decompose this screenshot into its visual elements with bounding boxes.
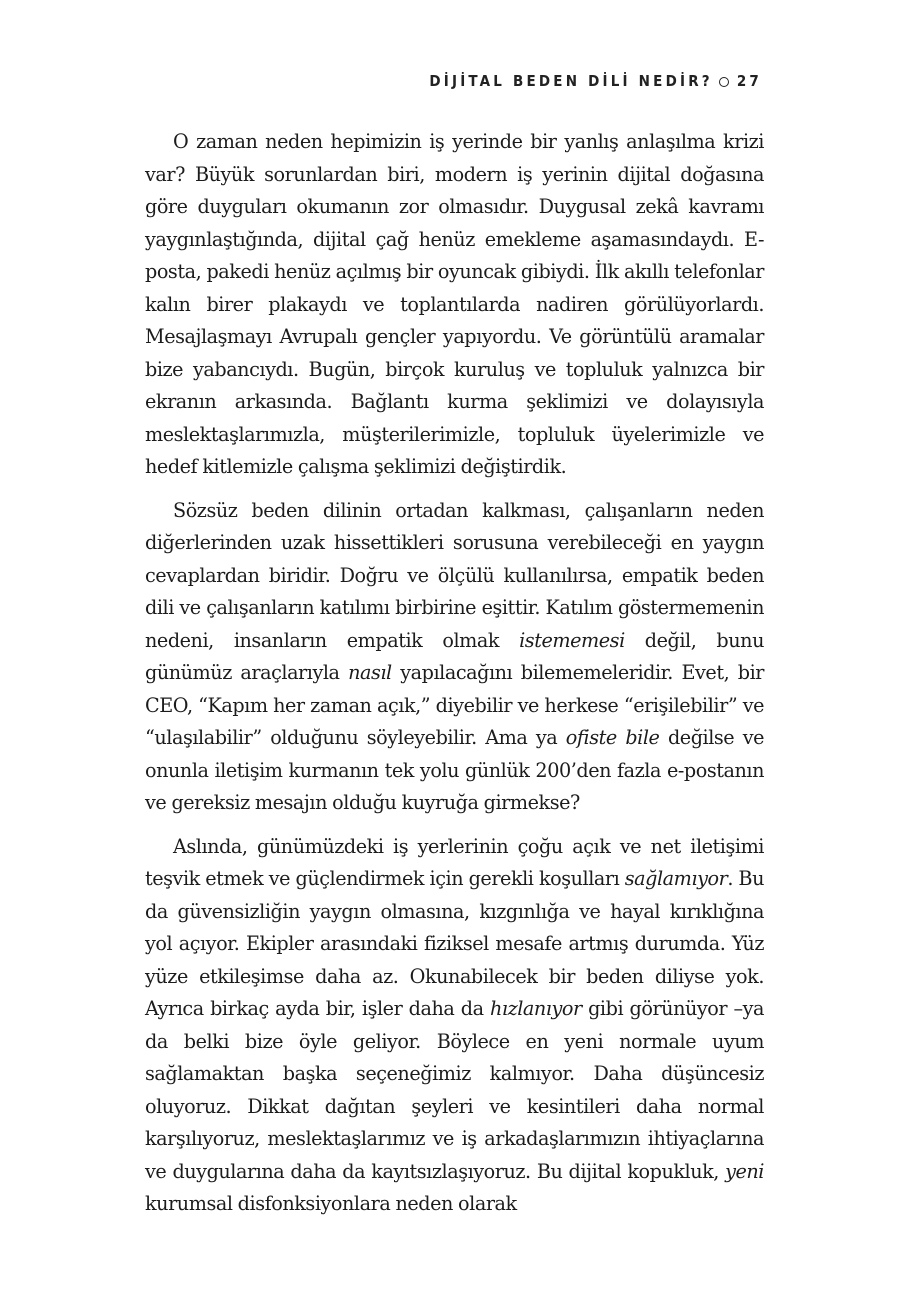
text-segment: gibi görünüyor –ya da belki bize öyle geliyor. Böylece en yeni normale uyum sağlamaktan başka seçeneğimiz kalmıyor. Daha düşüncesiz oluyoruz. Dikkat dağıtan şeyleri ve kesintileri daha normal karşılıyoruz, meslektaşlarımız ve iş arkadaşlarımızın ihtiyaçlarına ve duygularına daha da kayıtsızlaşıyoruz. Bu dijital kopukluk,: [145, 997, 764, 1183]
italic-segment: ofiste bile: [565, 726, 660, 749]
text-segment: kurumsal disfonksiyonlara neden olarak: [145, 1192, 517, 1215]
italic-segment: nasıl: [348, 661, 392, 684]
italic-segment: yeni: [725, 1159, 764, 1183]
italic-segment: istememesi: [519, 628, 625, 652]
italic-segment: hızlanıyor: [489, 997, 582, 1020]
paragraph-3: [145, 831, 764, 1221]
chapter-title: DİJİTAL BEDEN DİLİ NEDİR?: [429, 72, 713, 90]
italic-segment: sağlamıyor: [624, 867, 728, 890]
text-segment: yapılacağını bilememeleridir. Evet, bir CEO, “Kapım her zaman açık,” diyebilir ve herkese “erişilebilir” ve “ulaşılabilir” olduğunu söyleyebilir. Ama ya: [145, 661, 764, 749]
separator-circle-icon: [719, 77, 729, 87]
text-segment: değilse ve onunla iletişim kurmanın tek yolu günlük 200’den fazla e-postanın ve gereksiz mesajın olduğu kuyruğa girmekse?: [145, 726, 765, 814]
text-segment: değil, bunu günümüz araçlarıyla: [145, 628, 764, 684]
paragraph-1: [145, 126, 764, 484]
page-number: 27: [736, 72, 762, 90]
text-segment: Aslında, günümüzdeki iş yerlerinin çoğu açık ve net iletişimi teşvik etmek ve güçlendirmek için gerekli koşulları: [145, 834, 764, 890]
running-head: [429, 72, 762, 90]
paragraph-2: [145, 495, 764, 820]
text-segment: O zaman neden hepimizin iş yerinde bir yanlış anlaşılma krizi var? Büyük sorunlardan biri, modern iş yerinin dijital doğasına göre duyguları okumanın zor olmasıdır. Duygusal zekâ kavramı yaygınlaştığında, dijital çağ henüz emekleme aşamasındaydı. E-posta, pakedi henüz açılmış bir oyuncak gibiydi. İlk akıllı telefonlar kalın birer plakaydı ve toplantılarda nadiren görülüyorlardı. Mesajlaşmayı Avrupalı gençler yapıyordu. Ve görüntülü aramalar bize yabancıydı. Bugün, birçok kuruluş ve topluluk yalnızca bir ekranın arkasında. Bağlantı kurma şeklimizi ve dolayısıyla meslektaşlarımızla, müşterilerimizle, topluluk üyelerimizle ve hedef kitlemizle çalışma şeklimizi değiştirdik.: [145, 130, 764, 478]
page-body: [145, 126, 764, 1221]
text-segment: Sözsüz beden dilinin ortadan kalkması, çalışanların neden diğerlerinden uzak hissettikleri sorusuna verebileceği en yaygın cevaplardan biridir. Doğru ve ölçülü kullanılırsa, empatik beden dili ve çalışanların katılımı birbirine eşittir. Katılım göstermemenin nedeni, insanların empatik olmak: [145, 498, 764, 652]
text-segment: . Bu da güvensizliğin yaygın olmasına, kızgınlığa ve hayal kırıklığına yol açıyor. Ekipler arasındaki fiziksel mesafe artmış durumda. Yüz yüze etkileşimse daha az. Okunabilecek bir beden diliyse yok. Ayrıca birkaç ayda bir, işler daha da: [145, 867, 764, 1020]
